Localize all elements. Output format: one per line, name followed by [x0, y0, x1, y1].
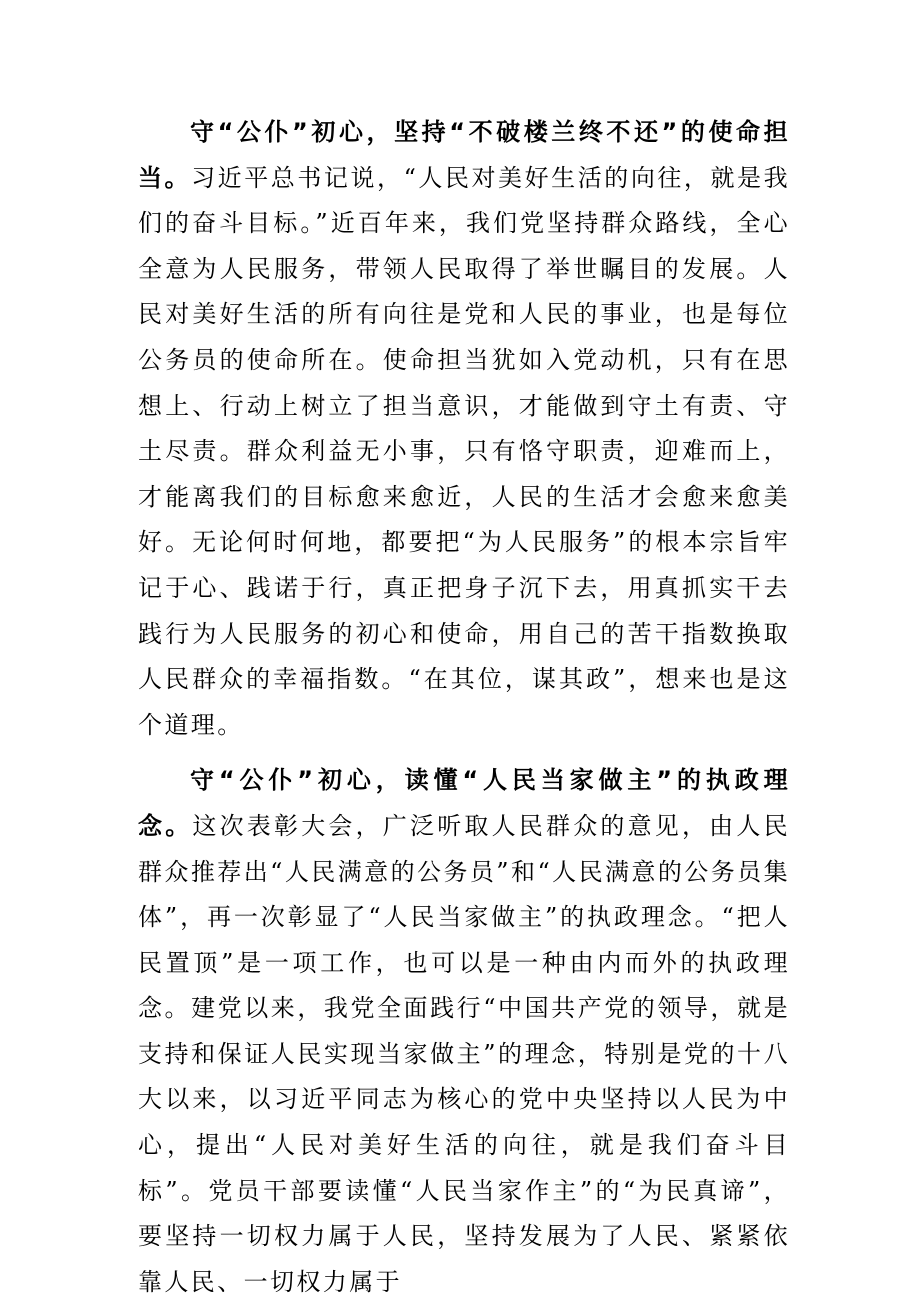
- document-body: [138, 110, 790, 1315]
- paragraph-1-body: 习近平总书记说，“人民对美好生活的向往，就是我们的奋斗目标。”近百年来，我们党坚持群众路线，全心全意为人民服务，带领人民取得了举世瞩目的发展。人民对美好生活的所有向往是党和人民的事业，也是每位公务员的使命所在。使命担当犹如入党动机，只有在思想上、行动上树立了担当意识，才能做到守土有责、守土尽责。群众利益无小事，只有恪守职责，迎难而上，才能离我们的目标愈来愈近，人民的生活才会愈来愈美好。无论何时何地，都要把“为人民服务”的根本宗旨牢记于心、践诺于行，真正把身子沉下去，用真抓实干去践行为人民服务的初心和使命，用自己的苦干指数换取人民群众的幸福指数。“在其位，谋其政”，想来也是这个道理。: [138, 163, 791, 739]
- paragraph-1: [138, 110, 790, 748]
- paragraph-1-lead: 守“公仆”初心，坚持“不破楼兰终不还”的使命担当。: [138, 118, 790, 192]
- paragraph-2: [138, 758, 790, 1305]
- paragraph-2-lead: 守“公仆”初心，读懂“人民当家做主”的执政理念。: [138, 766, 790, 840]
- paragraph-2-body: 这次表彰大会，广泛听取人民群众的意见，由人民群众推荐出“人民满意的公务员”和“人民满意的公务员集体”，再一次彰显了“人民当家做主”的执政理念。“把人民置顶”是一项工作，也可以是一种由内而外的执政理念。建党以来，我党全面践行“中国共产党的领导，就是支持和保证人民实现当家做主”的理念，特别是党的十八大以来，以习近平同志为核心的党中央坚持以人民为中心，提出“人民对美好生活的向往，就是我们奋斗目标”。党员干部要读懂“人民当家作主”的“为民真谛”，要坚持一切权力属于人民，坚持发展为了人民、紧紧依靠人民、一切权力属于: [138, 811, 790, 1296]
